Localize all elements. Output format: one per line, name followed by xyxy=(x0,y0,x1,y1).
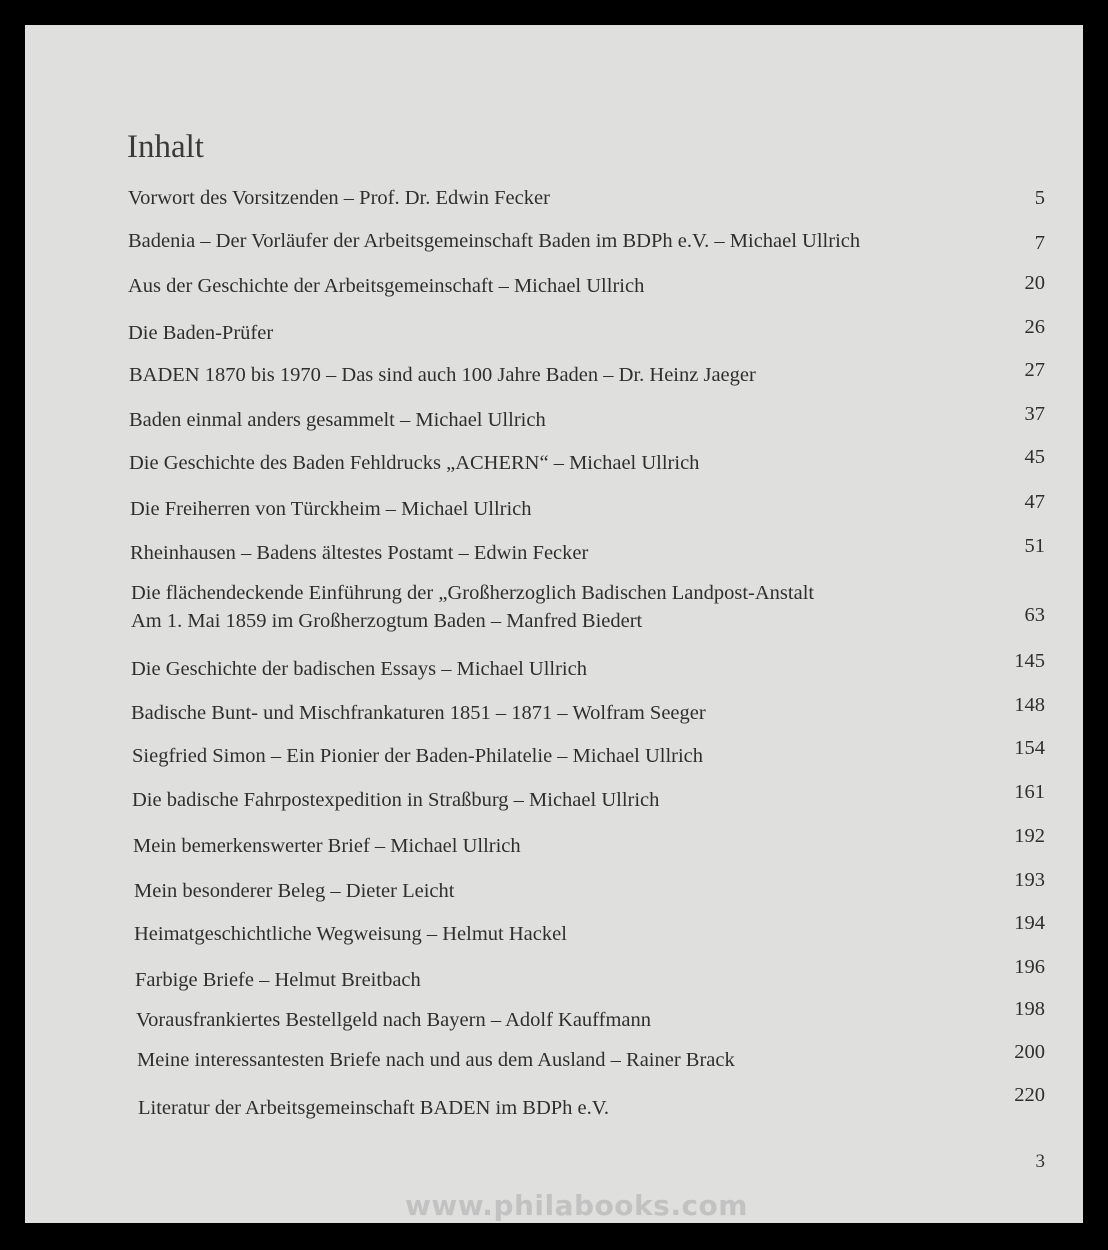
toc-entry-title: Badenia – Der Vorläufer der Arbeitsgemeinschaft Baden im BDPh e.V. – Michael Ullrich xyxy=(128,230,861,252)
toc-entry-title: Die Geschichte der badischen Essays – Michael Ullrich xyxy=(131,658,587,680)
page-number: 3 xyxy=(1035,1151,1045,1172)
toc-entry-page: 192 xyxy=(1014,825,1045,847)
watermark-text: www.philabooks.com xyxy=(405,1189,748,1222)
toc-entry-title: Meine interessantesten Briefe nach und aus dem Ausland – Rainer Brack xyxy=(137,1049,735,1071)
toc-entry-title: Die Baden-Prüfer xyxy=(128,322,274,344)
toc-entry-page: 161 xyxy=(1014,781,1045,803)
toc-entry-title: Siegfried Simon – Ein Pionier der Baden-Philatelie – Michael Ullrich xyxy=(132,745,704,767)
toc-entry-page: 148 xyxy=(1014,694,1045,716)
toc-entry-page: 193 xyxy=(1014,869,1045,891)
toc-entry-title: Heimatgeschichtliche Wegweisung – Helmut Hackel xyxy=(134,923,567,945)
toc-entry-title: Die Freiherren von Türckheim – Michael Ullrich xyxy=(130,498,532,520)
toc-entry-page: 26 xyxy=(1024,316,1045,338)
toc-entry-page: 20 xyxy=(1024,272,1045,294)
toc-entry-page: 154 xyxy=(1014,737,1045,759)
page-title: Inhalt xyxy=(127,129,204,165)
toc-entry-page: 51 xyxy=(1024,535,1045,557)
toc-entry-title: Vorausfrankiertes Bestellgeld nach Bayern – Adolf Kauffmann xyxy=(136,1009,652,1031)
toc-entry-page: 200 xyxy=(1014,1041,1045,1063)
toc-entry-page: 220 xyxy=(1014,1084,1045,1106)
toc-entry-title: Farbige Briefe – Helmut Breitbach xyxy=(135,969,421,991)
toc-entry-title: Die Geschichte des Baden Fehldrucks „ACHERN“ – Michael Ullrich xyxy=(129,452,700,474)
toc-entry-title: Badische Bunt- und Mischfrankaturen 1851 – 1871 – Wolfram Seeger xyxy=(131,702,706,724)
toc-entry-title: Aus der Geschichte der Arbeitsgemeinschaft – Michael Ullrich xyxy=(128,275,645,297)
table-of-contents xyxy=(25,25,1083,1223)
toc-entry-page: 63 xyxy=(1024,604,1045,626)
toc-entry-page: 27 xyxy=(1024,359,1045,381)
toc-entry-page: 7 xyxy=(1034,232,1045,254)
toc-entry-title: Vorwort des Vorsitzenden – Prof. Dr. Edwin Fecker xyxy=(128,187,550,209)
toc-entry-page: 198 xyxy=(1014,998,1045,1020)
toc-entry-title: Mein besonderer Beleg – Dieter Leicht xyxy=(134,880,455,902)
toc-entry-title: Die badische Fahrpostexpedition in Straßburg – Michael Ullrich xyxy=(132,789,660,811)
toc-entry-page: 196 xyxy=(1014,956,1045,978)
toc-entry-title: Baden einmal anders gesammelt – Michael Ullrich xyxy=(129,409,546,431)
toc-entry-page: 145 xyxy=(1014,650,1045,672)
toc-entry-page: 194 xyxy=(1014,912,1045,934)
toc-entry-title: Rheinhausen – Badens ältestes Postamt – Edwin Fecker xyxy=(130,542,589,564)
toc-entry-title: Die flächendeckende Einführung der „Großherzoglich Badischen Landpost-Anstalt xyxy=(131,582,815,604)
toc-entry-page: 37 xyxy=(1024,403,1045,425)
toc-entry-title-line2: Am 1. Mai 1859 im Großherzogtum Baden – Manfred Biedert xyxy=(131,610,643,632)
toc-entry-title: Mein bemerkenswerter Brief – Michael Ullrich xyxy=(133,835,521,857)
toc-entry-page: 45 xyxy=(1024,446,1045,468)
book-page xyxy=(25,25,1083,1223)
toc-entry-title: Literatur der Arbeitsgemeinschaft BADEN im BDPh e.V. xyxy=(138,1097,610,1119)
toc-entry-title: BADEN 1870 bis 1970 – Das sind auch 100 Jahre Baden – Dr. Heinz Jaeger xyxy=(129,364,756,386)
toc-entry-page: 5 xyxy=(1034,187,1045,209)
toc-entry-page: 47 xyxy=(1024,491,1045,513)
